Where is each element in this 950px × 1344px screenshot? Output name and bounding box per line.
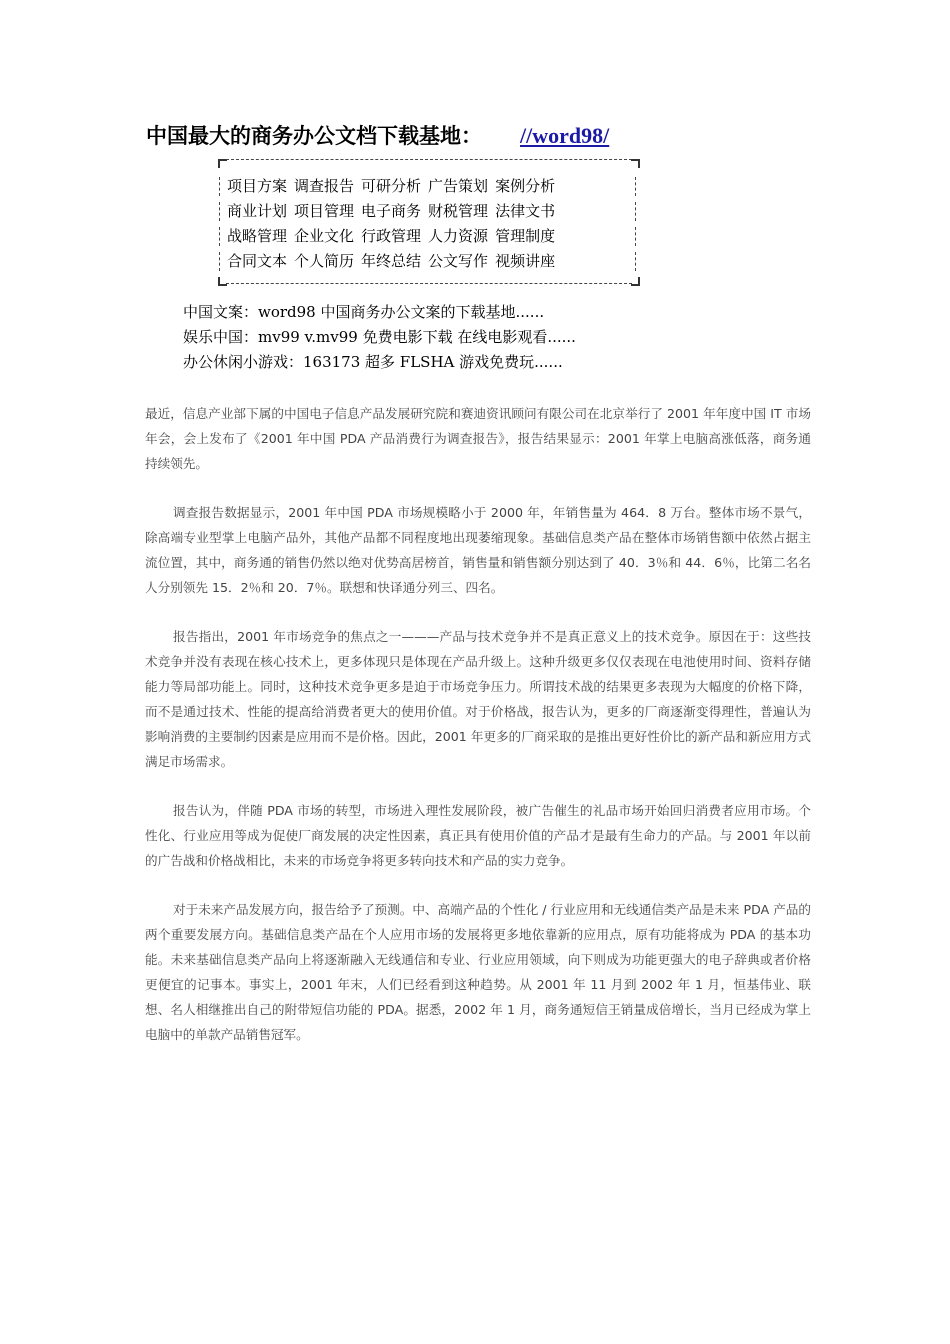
corner-top-right	[631, 159, 640, 168]
article-paragraph: 最近，信息产业部下属的中国电子信息产品发展研究院和赛迪资讯顾问有限公司在北京举行了 2001 年年度中国 IT 市场年会，会上发布了《2001 年中国 PDA 产品消费行为调查报告》，报告结果显示：2001 年掌上电脑高涨低落，商务通持续领先。	[145, 406, 811, 471]
category-link[interactable]: 合同文本	[227, 252, 288, 270]
category-link[interactable]: 项目管理	[294, 202, 355, 220]
category-link[interactable]: 财税管理	[428, 202, 489, 220]
box-left-border	[219, 227, 220, 246]
category-link[interactable]: 调查报告	[294, 177, 355, 195]
category-link[interactable]: 公文写作	[428, 252, 489, 270]
article-paragraph: 调查报告数据显示，2001 年中国 PDA 市场规模略小于 2000 年，年销售量为 464．8 万台。整体市场不景气，除高端专业型掌上电脑产品外，其他产品都不同程度地出现萎缩现象。基础信息类产品在整体市场销售额中依然占据主流位置，其中，商务通的销售仍然以绝对优势高居榜首，销售量和销售额分别达到了 40．3％和 44．6％，比第二名名人分别领先 15．2％和 20．7％。联想和快译通分列三、四名。	[145, 505, 811, 595]
site-links	[183, 300, 576, 375]
box-right-border	[635, 227, 636, 246]
category-link[interactable]: 行政管理	[361, 227, 422, 245]
box-top-border	[218, 155, 640, 163]
article-paragraph: 对于未来产品发展方向，报告给予了预测。中、高端产品的个性化 / 行业应用和无线通信类产品是未来 PDA 产品的两个重要发展方向。基础信息类产品在个人应用市场的发展将更多地依靠新的应用点，原有功能将成为 PDA 的基本功能。未来基础信息类产品向上将逐渐融入无线通信和专业、行业应用领域，向下则成为功能更强大的电子辞典或者价格更便宜的记事本。事实上，2001 年末，人们已经看到这种趋势。从 2001 年 11 月到 2002 年 1 月，恒基伟业、联想、名人相继推出自己的附带短信功能的 PDA。据悉，2002 年 1 月，商务通短信王销量成倍增长，当月已经成为掌上电脑中的单款产品销售冠军。	[145, 902, 811, 1042]
article-paragraph: 报告认为，伴随 PDA 市场的转型，市场进入理性发展阶段，被广告催生的礼品市场开始回归消费者应用市场。个性化、行业应用等成为促使厂商发展的决定性因素，真正具有使用价值的产品才是最有生命力的产品。与 2001 年以前的广告战和价格战相比，未来的市场竞争将更多转向技术和产品的实力竞争。	[145, 803, 811, 868]
article-body	[145, 401, 811, 1071]
site-link[interactable]: 办公休闲小游戏：163173 超多 FLSHA 游戏免费玩......	[183, 353, 563, 371]
category-link[interactable]: 可研分析	[361, 177, 422, 195]
header-link[interactable]: //word98/	[520, 123, 610, 148]
category-row	[218, 199, 640, 224]
category-link[interactable]: 广告策划	[428, 177, 489, 195]
category-box	[218, 155, 640, 288]
dashed-line	[226, 159, 632, 160]
category-link[interactable]: 企业文化	[294, 227, 355, 245]
box-bottom-border	[218, 279, 640, 287]
corner-top-left	[218, 159, 227, 168]
category-link[interactable]: 人力资源	[428, 227, 489, 245]
box-left-border	[219, 252, 220, 271]
category-link[interactable]: 年终总结	[361, 252, 422, 270]
category-link[interactable]: 个人简历	[294, 252, 355, 270]
box-right-border	[635, 252, 636, 271]
corner-bottom-right	[631, 277, 640, 286]
category-link[interactable]: 商业计划	[227, 202, 288, 220]
site-link[interactable]: 中国文案：word98 中国商务办公文案的下载基地......	[183, 303, 545, 321]
category-link[interactable]: 案例分析	[495, 177, 556, 195]
category-link[interactable]: 法律文书	[495, 202, 556, 220]
header-title: 中国最大的商务办公文档下载基地：	[146, 124, 482, 148]
category-link[interactable]: 战略管理	[227, 227, 288, 245]
box-right-border	[635, 202, 636, 221]
category-row	[218, 249, 640, 274]
category-link[interactable]: 视频讲座	[495, 252, 556, 270]
category-row	[218, 174, 640, 199]
category-link[interactable]: 管理制度	[495, 227, 556, 245]
dashed-line	[226, 283, 632, 284]
category-link[interactable]: 电子商务	[361, 202, 422, 220]
page-header	[146, 120, 609, 150]
site-link[interactable]: 娱乐中国：mv99 v.mv99 免费电影下载 在线电影观看......	[183, 328, 576, 346]
category-link[interactable]: 项目方案	[227, 177, 288, 195]
corner-bottom-left	[218, 277, 227, 286]
box-left-border	[219, 177, 220, 196]
article-paragraph: 报告指出，2001 年市场竞争的焦点之一———产品与技术竞争并不是真正意义上的技术竞争。原因在于：这些技术竞争并没有表现在核心技术上，更多体现只是体现在产品升级上。这种升级更多仅仅表现在电池使用时间、资料存储能力等局部功能上。同时，这种技术竞争更多是迫于市场竞争压力。所谓技术战的结果更多表现为大幅度的价格下降，而不是通过技术、性能的提高给消费者更大的使用价值。对于价格战，报告认为，更多的厂商逐渐变得理性，普遍认为影响消费的主要制约因素是应用而不是价格。因此，2001 年更多的厂商采取的是推出更好性价比的新产品和新应用方式满足市场需求。	[145, 629, 811, 769]
category-row	[218, 224, 640, 249]
box-left-border	[219, 202, 220, 221]
box-right-border	[635, 177, 636, 196]
